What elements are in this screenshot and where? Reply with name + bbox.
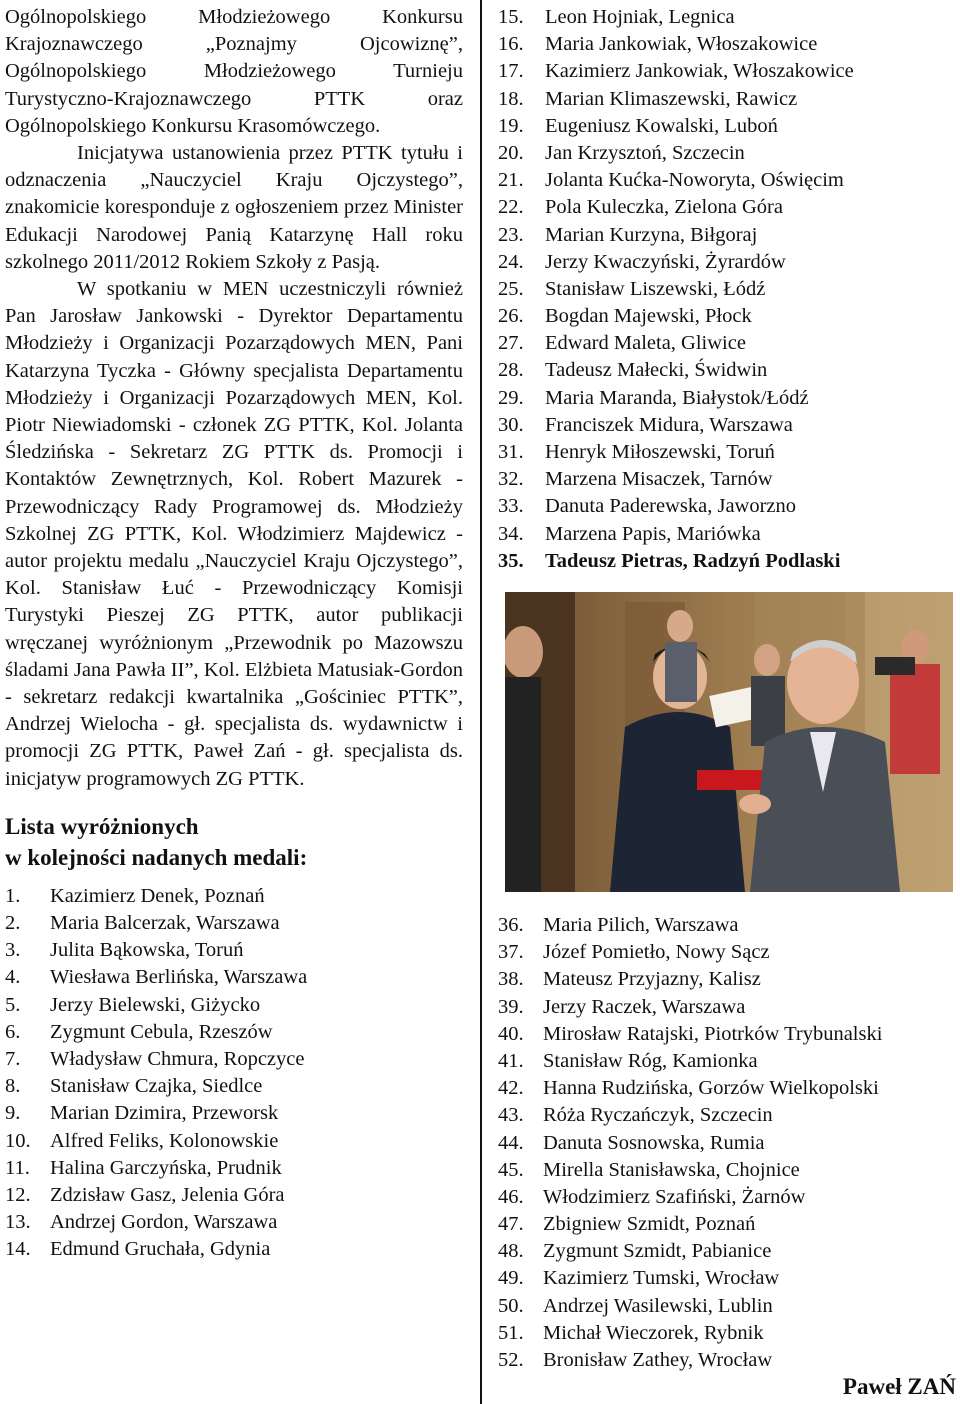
list-item-number: 14. [5,1238,31,1261]
list-item-number: 37. [498,941,524,964]
list-item-number: 49. [498,1267,524,1290]
list-item [498,276,958,303]
list-item [498,222,958,249]
list-item-name: Stanisław Czajka, Siedlce [50,1075,263,1098]
list-item [498,330,958,357]
list-item-number: 13. [5,1211,31,1234]
list-item-number: 5. [5,993,21,1016]
list-item-number: 1. [5,884,21,907]
list-item-number: 3. [5,939,21,962]
list-item-name: Władysław Chmura, Ropczyce [50,1048,305,1071]
list-item-name: Halina Garczyńska, Prudnik [50,1156,282,1179]
left-column [5,4,463,1264]
list-item [498,1130,958,1157]
list-item [498,86,958,113]
list-item-name: Zygmunt Szmidt, Pabianice [543,1240,772,1263]
list-item [498,167,958,194]
list-item-name: Włodzimierz Szafiński, Żarnów [543,1185,806,1208]
list-item [498,466,958,493]
awardees-list-left [5,883,463,1264]
ceremony-photo-illustration [505,592,953,892]
list-item-number: 39. [498,995,524,1018]
list-item [498,357,958,384]
list-heading-line-2: w kolejności nadanych medali: [5,844,308,870]
list-item-name: Alfred Feliks, Kolonowskie [50,1129,279,1152]
list-item-number: 24. [498,250,524,273]
list-item-number: 36. [498,914,524,936]
list-item [498,249,958,276]
list-item-name: Marzena Papis, Mariówka [545,522,761,545]
list-heading [5,811,463,873]
paragraph-participants: W spotkaniu w MEN uczestniczyli również Pan Jarosław Jankowski - Dyrektor Departamentu Młodzieży i Organizacji Pozarządowych MEN, Pani Katarzyna Tyczka - Główny specjalista Departamentu Młodzieży i Organizacji Pozarządowych MEN, Kol. Piotr Niewiadomski - członek ZG PTTK, Kol. Jolanta Śledzińska - Sekretarz ZG PTTK ds. Promocji i Kontaktów Zewnętrznych, Kol. Robert Mazurek - Przewodniczący Rady Programowej ds. Młodzieży Szkolnej ZG PTTK, Kol. Włodzimierz Majdewicz - autor projektu medalu „Nauczyciel Kraju Ojczystego”, Kol. Stanisław Łuć - Przewodniczący Komisji Turystyki Pieszej ZG PTTK, autor publikacji wręczanej wyróżnionym „Przewodnik po Mazowszu śladami Jana Pawła II”, Kol. Elżbieta Matusiak-Gordon - sekretarz redakcji kwartalnika „Gościniec PTTK”, Andrzej Wielocha - gł. specjalista ds. wydawnictw i promocji ZG PTTK, Paweł Zań - gł. specjalista ds. inicjatyw programowych ZG PTTK. [5,278,463,790]
list-item [498,939,958,966]
list-item-name: Marian Kurzyna, Biłgoraj [545,223,758,246]
list-item [498,58,958,85]
list-item-number: 30. [498,413,524,436]
list-item [498,1102,958,1129]
list-item-number: 32. [498,468,524,491]
author-signature: Paweł ZAŃ [842,1374,956,1399]
list-item-name: Mirella Stanisławska, Chojnice [543,1158,800,1181]
list-item-number: 44. [498,1131,524,1154]
list-item-name: Marian Dzimira, Przeworsk [50,1102,279,1125]
list-item-number: 20. [498,141,524,164]
list-item [498,548,958,575]
list-item-name: Stanisław Róg, Kamionka [543,1049,758,1072]
list-item-name: Edward Maleta, Gliwice [545,332,746,355]
awardees-list-right-bottom [498,912,958,1374]
list-item [498,1184,958,1211]
list-item-name: Franciszek Midura, Warszawa [545,413,793,436]
list-item-number: 8. [5,1075,21,1098]
list-item [5,883,463,910]
list-item-name: Zdzisław Gasz, Jelenia Góra [50,1183,285,1206]
list-item [498,1075,958,1102]
list-item [498,113,958,140]
list-item [498,994,958,1021]
list-item-number: 4. [5,966,21,989]
list-item [5,1182,463,1209]
list-item-name: Danuta Paderewska, Jaworzno [545,495,797,518]
list-item-number: 38. [498,968,524,991]
list-item [5,1073,463,1100]
list-item-name: Jerzy Raczek, Warszawa [543,995,746,1018]
list-item [498,1320,958,1347]
list-item-name: Róża Ryczańczyk, Szczecin [543,1104,773,1127]
list-item [498,385,958,412]
list-item [498,140,958,167]
list-item [498,912,958,939]
list-item [5,937,463,964]
list-item [5,1019,463,1046]
list-item-number: 16. [498,33,524,56]
list-item-number: 35. [498,549,524,572]
list-item-number: 52. [498,1349,524,1371]
list-item-name: Tadeusz Małecki, Świdwin [545,359,768,382]
list-item [498,194,958,221]
list-item-name: Andrzej Gordon, Warszawa [50,1211,278,1234]
list-item [498,4,958,31]
list-item-number: 17. [498,60,524,83]
list-item-name: Marzena Misaczek, Tarnów [545,468,773,491]
list-item [498,1021,958,1048]
list-item [5,1100,463,1127]
list-item [498,439,958,466]
list-item [498,1238,958,1265]
list-item-name: Jerzy Kwaczyński, Żyrardów [545,250,786,273]
list-item [5,964,463,991]
list-item-number: 34. [498,522,524,545]
list-item-number: 18. [498,87,524,110]
list-item-name: Jan Krzysztoń, Szczecin [545,141,745,164]
list-item-name: Maria Pilich, Warszawa [543,914,739,936]
list-item-number: 25. [498,277,524,300]
list-item-number: 43. [498,1104,524,1127]
list-item-name: Kazimierz Tumski, Wrocław [543,1267,780,1290]
list-item-name: Maria Maranda, Białystok/Łódź [545,386,809,409]
list-item-number: 45. [498,1158,524,1181]
list-item-number: 2. [5,912,21,935]
list-item-number: 10. [5,1129,31,1152]
list-item-name: Eugeniusz Kowalski, Luboń [545,114,778,137]
right-column-lower [498,912,958,1374]
paragraph-initiative: Inicjatywa ustanowienia przez PTTK tytułu i odznaczenia „Nauczyciel Kraju Ojczystego”, znakomicie koresponduje z ogłoszeniem przez Minister Edukacji Narodowej Panią Katarzynę Hall roku szkolnego 2011/2012 Rokiem Szkoły z Pasją. [5,142,463,273]
right-column [498,4,958,575]
list-item [5,1236,463,1263]
paragraph-competitions: Ogólnopolskiego Młodzieżowego Konkursu Krajoznawczego „Poznajmy Ojcowiznę”, Ogólnopolskiego Młodzieżowego Turnieju Turystyczno-Krajoznawczego PTTK oraz Ogólnopolskiego Konkursu Krasomówczego. [5,6,463,137]
list-item-name: Mirosław Ratajski, Piotrków Trybunalski [543,1022,883,1045]
list-item [498,966,958,993]
list-item [498,1157,958,1184]
list-item-number: 15. [498,6,524,28]
list-item-name: Stanisław Liszewski, Łódź [545,277,766,300]
list-item-number: 19. [498,114,524,137]
list-item-number: 9. [5,1102,21,1125]
list-item-number: 21. [498,169,524,192]
list-item-name: Józef Pomietło, Nowy Sącz [543,941,770,964]
list-item-number: 33. [498,495,524,518]
list-item-number: 27. [498,332,524,355]
list-item-number: 6. [5,1020,21,1043]
list-item [5,1155,463,1182]
list-item-name: Zbigniew Szmidt, Poznań [543,1213,756,1236]
list-heading-line-1: Lista wyróżnionych [5,813,199,839]
list-item [5,1128,463,1155]
list-item-name: Maria Balcerzak, Warszawa [50,912,280,935]
list-item-name: Zygmunt Cebula, Rzeszów [50,1020,273,1043]
list-item [498,521,958,548]
list-item-number: 12. [5,1183,31,1206]
column-divider [480,0,482,1404]
list-item-number: 50. [498,1294,524,1317]
list-item [498,303,958,330]
list-item-number: 29. [498,386,524,409]
ceremony-photo [505,592,953,892]
list-item-name: Mateusz Przyjazny, Kalisz [543,968,761,991]
list-item-number: 26. [498,305,524,328]
list-item [498,31,958,58]
list-item [498,1211,958,1238]
list-item-name: Kazimierz Denek, Poznań [50,884,265,907]
list-item-name: Maria Jankowiak, Włoszakowice [545,33,818,56]
list-item [5,1209,463,1236]
list-item [498,1347,958,1374]
list-item [5,1046,463,1073]
list-item-number: 46. [498,1185,524,1208]
list-item-number: 7. [5,1048,21,1071]
list-item-number: 41. [498,1049,524,1072]
list-item-number: 42. [498,1077,524,1100]
list-item-name: Wiesława Berlińska, Warszawa [50,966,308,989]
list-item-name: Julita Bąkowska, Toruń [50,939,244,962]
list-item-name: Leon Hojniak, Legnica [545,6,735,28]
list-item-name: Michał Wieczorek, Rybnik [543,1321,764,1344]
list-item-number: 11. [5,1156,30,1179]
list-item-name: Kazimierz Jankowiak, Włoszakowice [545,60,854,83]
list-item-name: Jerzy Bielewski, Giżycko [50,993,261,1016]
list-item-number: 23. [498,223,524,246]
list-item-name: Bronisław Zathey, Wrocław [543,1349,773,1371]
list-item-number: 28. [498,359,524,382]
list-item-name: Danuta Sosnowska, Rumia [543,1131,765,1154]
list-item-name: Bogdan Majewski, Płock [545,305,752,328]
list-item [498,412,958,439]
list-item-name: Edmund Gruchała, Gdynia [50,1238,271,1261]
list-item-number: 31. [498,441,524,463]
list-item-number: 51. [498,1321,524,1344]
list-item [498,1048,958,1075]
awardees-list-right-top [498,4,958,575]
list-item-name: Pola Kuleczka, Zielona Góra [545,196,783,219]
list-item-name: Jolanta Kućka-Noworyta, Oświęcim [545,169,844,192]
list-item-name: Marian Klimaszewski, Rawicz [545,87,798,110]
list-item-number: 48. [498,1240,524,1263]
list-item [498,493,958,520]
list-item-number: 47. [498,1213,524,1236]
list-item [498,1265,958,1292]
list-item-name: Andrzej Wasilewski, Lublin [543,1294,773,1317]
list-item [5,992,463,1019]
list-item [5,910,463,937]
list-item-number: 22. [498,196,524,219]
list-item-name: Hanna Rudzińska, Gorzów Wielkopolski [543,1077,879,1100]
list-item-number: 40. [498,1022,524,1045]
list-item-name: Henryk Miłoszewski, Toruń [545,441,775,463]
list-item-name: Tadeusz Pietras, Radzyń Podlaski [545,549,841,572]
list-item [498,1293,958,1320]
